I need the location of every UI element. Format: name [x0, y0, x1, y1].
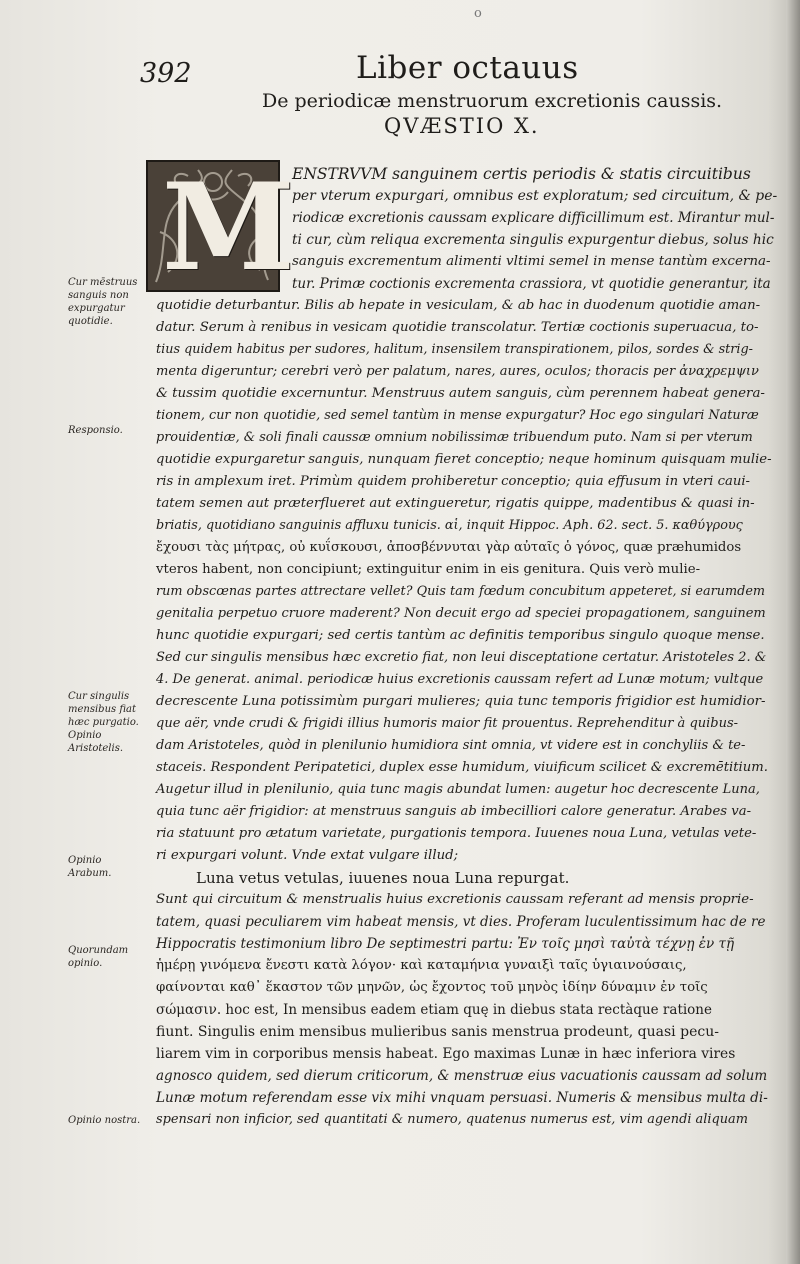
running-title: Liber octauus — [356, 50, 579, 86]
text-line: prouidentiæ, & soli finali caussæ omnium nobilissimæ tribuendum puto. Nam si per vterum — [156, 430, 753, 445]
text-line: σώμασιν. hoc est, In mensibus eadem etiam quę in diebus stata rectàque ratione — [156, 1002, 712, 1018]
text-line: tur. Primæ coctionis excrementa crassiora, vt quotidie generantur, ita — [292, 276, 771, 292]
text-line: staceis. Respondent Peripatetici, duplex esse humidum, viuificum scilicet & excremētitium. — [156, 760, 768, 775]
text-line: agnosco quidem, sed dierum criticorum, & menstruæ eius vacuationis caussam ad solum — [156, 1068, 768, 1084]
text-line: quia tunc aër frigidior: at menstruus sanguis ab imbecilliori calore generatur. Arabes va- — [156, 804, 752, 819]
text-line: genitalia perpetuo cruore maderent? Non decuit ergo ad speciei propagationem, sanguinem — [156, 606, 766, 621]
text-line: Augetur illud in plenilunio, quia tunc magis abundat lumen: augetur hoc decrescente Luna, — [156, 782, 760, 797]
text-line: quotidie expurgaretur sanguis, nunquam fieret conceptio; neque hominum quisquam mulie- — [156, 452, 772, 467]
margin-note: Responsio. — [68, 425, 123, 436]
text-line: 4. De generat. animal. periodicæ huius excretionis caussam refert ad Lunæ motum; vultque — [156, 672, 764, 687]
text-line: φαίνονται καθ᾽ ἕκαστον τῶν μηνῶν, ὡς ἔχοντος τοῦ μηνὸς ἰδίην δύναμιν ἐν τοῖς — [156, 980, 708, 995]
text-line: ris in amplexum iret. Primùm quidem prohiberetur conceptio; quia effusum in vteri caui- — [156, 474, 751, 489]
verse-line: Luna vetus vetulas, iuuenes noua Luna repurgat. — [196, 869, 570, 887]
text-line: rum obscœnas partes attrectare vellet? Quis tam fœdum concubitum appeteret, si earumdem — [156, 584, 766, 599]
text-line: ri expurgari volunt. Vnde extat vulgare illud; — [156, 848, 459, 863]
text-line: per vterum expurgari, omnibus est exploratum; sed circuitum, & pe- — [292, 188, 778, 204]
top-ornament: o — [474, 6, 482, 21]
text-line: Lunæ motum referendam esse vix mihi vnquam persuasi. Numeris & mensibus multa di- — [156, 1090, 768, 1106]
text-line: sanguis excrementum alimenti vltimi semel in mense tantùm excerna- — [292, 254, 771, 269]
page-edge-shadow — [786, 0, 800, 1264]
text-line: fiunt. Singulis enim mensibus mulieribus sanis menstrua prodeunt, quasi pecu- — [156, 1024, 719, 1040]
text-line: datur. Serum à renibus in vesicam quotidie transcolatur. Tertiæ coctionis superuacua, to- — [156, 320, 759, 335]
text-line: tatem semen aut præterflueret aut extingueretur, rigatis quippe, madentibus & quasi in- — [156, 496, 755, 511]
text-line: Hippocratis testimonium libro De septimestri partu: Ἐν τοῖς μησὶ ταὐτὰ τέχνῃ ἐν τῇ — [156, 936, 735, 952]
text-line: tius quidem habitus per sudores, halitum, insensilem transpirationem, pilos, sordes & strig- — [156, 342, 754, 357]
text-line: menta digeruntur; cerebri verò per palatum, nares, aures, oculos; thoracis per ἀναχρεμψιν — [156, 364, 759, 379]
margin-note: Opinio Arabum. — [68, 855, 112, 879]
text-line: vteros habent, non concipiunt; extinguitur enim in eis genitura. Quis verò mulie- — [156, 562, 701, 577]
text-line: ti cur, cùm reliqua excrementa singulis expurgentur diebus, solus hic — [292, 232, 774, 248]
text-line: dam Aristoteles, quòd in plenilunio humidiora sint omnia, vt videre est in conchyliis & te- — [156, 738, 746, 753]
margin-note: Opinio nostra. — [68, 1115, 141, 1126]
text-line: ria statuunt pro ætatum varietate, purgationis tempora. Iuuenes noua Luna, vetulas vete- — [156, 826, 757, 841]
text-line: ἡμέρῃ γινόμενα ἔνεστι κατὰ λόγον· καὶ καταμήνια γυναιξὶ ταῖς ὑγιαινούσαις, — [156, 958, 687, 973]
margin-note: Cur singulis mensibus fiat hæc purgatio. Opinio Aristotelis. — [68, 691, 139, 754]
text-line: Sed cur singulis mensibus hæc excretio fiat, non leui disceptatione certatur. Aristoteles 2. & — [156, 650, 767, 665]
text-line: quotidie deturbantur. Bilis ab hepate in vesiculam, & ab hac in duodenum quotidie aman- — [156, 298, 761, 313]
text-line: tatem, quasi peculiarem vim habeat mensis, vt dies. Proferam luculentissimum hac de re — [156, 914, 766, 930]
text-line: ἔχουσι τὰς μήτρας, οὐ κυΐσκουσι, ἀποσβέννυται γὰρ αὐταῖς ὁ γόνος, quæ præhumidos — [156, 540, 742, 555]
chapter-title: De periodicæ menstruorum excretionis caussis. — [262, 90, 723, 112]
text-line: riodicæ excretionis caussam explicare difficillimum est. Mirantur mul- — [292, 210, 775, 226]
initial-letter: M — [162, 157, 295, 298]
text-line: liarem vim in corporibus mensis habeat. Ego maximas Lunæ in hæc inferiora vires — [156, 1046, 736, 1062]
text-line: decrescente Luna potissimùm purgari mulieres; quia tunc temporis frigidior est humidior- — [156, 694, 766, 709]
text-line: spensari non inficior, sed quantitati & numero, quatenus numerus est, vim agendi aliquam — [156, 1112, 748, 1127]
text-line: & tussim quotidie excernuntur. Menstruus autem sanguis, cùm perennem habeat genera- — [156, 386, 765, 401]
text-line: briatis, quotidiano sanguinis affluxu tunicis. αἱ, inquit Hippoc. Aph. 62. sect. 5. καθύγρους — [156, 518, 743, 533]
decorated-initial — [146, 157, 295, 298]
text-line: ENSTRVVM sanguinem certis periodis & statis circuitibus — [292, 165, 751, 183]
text-line: tionem, cur non quotidie, sed semel tantùm in mense expurgatur? Hoc ego singulari Naturæ — [156, 408, 759, 423]
margin-note: Cur mēstruus sanguis non expurgatur quotidie. — [68, 277, 138, 327]
margin-note: Quorundam opinio. — [68, 945, 129, 969]
text-line: hunc quotidie expurgari; sed certis tantùm ac definitis temporibus singulo quoque mense. — [156, 628, 765, 643]
text-line: Sunt qui circuitum & menstrualis huius excretionis caussam referant ad mensis proprie- — [156, 892, 754, 907]
page-number: 392 — [140, 58, 192, 89]
quaestio-heading: QVÆSTIO X. — [384, 114, 540, 138]
text-line: que aër, vnde crudi & frigidi illius humoris maior fit prouentus. Reprehenditur à quibus- — [156, 716, 739, 731]
